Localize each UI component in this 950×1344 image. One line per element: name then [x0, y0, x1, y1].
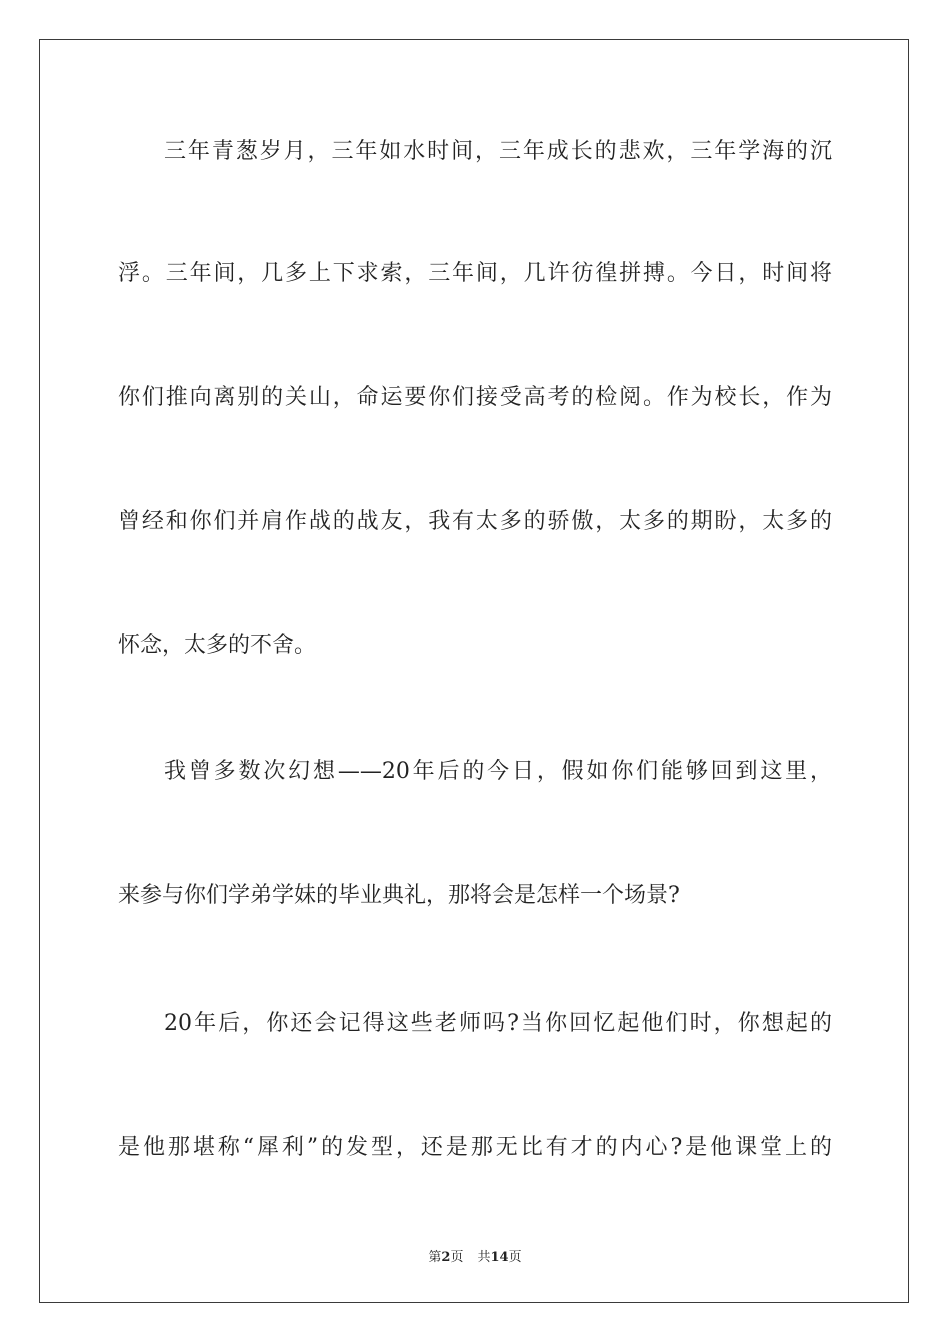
paragraph-2-line-1: 我曾多数次幻想——20年后的今日，假如你们能够回到这里，: [164, 759, 832, 784]
paragraph-3-line-1: 20年后，你还会记得这些老师吗?当你回忆起他们时，你想起的: [164, 1011, 832, 1036]
paragraph-1-line-3: 你们推向离别的关山，命运要你们接受高考的检阅。作为校长，作为: [118, 385, 832, 410]
paragraph-1-line-1: 三年青葱岁月，三年如水时间，三年成长的悲欢，三年学海的沉: [164, 139, 832, 164]
page-number: 2: [441, 1250, 451, 1265]
paragraph-1-line-5: 怀念，太多的不舍。: [118, 633, 317, 658]
total-suffix: 页: [508, 1250, 522, 1265]
paragraph-3-line-2: 是他那堪称“犀利”的发型，还是那无比有才的内心?是他课堂上的: [118, 1135, 832, 1160]
page-suffix: 页: [450, 1250, 464, 1265]
page-border: [39, 39, 909, 1303]
page-prefix: 第: [428, 1250, 442, 1265]
paragraph-1-line-4: 曾经和你们并肩作战的战友，我有太多的骄傲，太多的期盼，太多的: [118, 509, 832, 534]
paragraph-2-line-2: 来参与你们学弟学妹的毕业典礼，那将会是怎样一个场景?: [118, 883, 680, 908]
page-footer: [0, 1249, 950, 1267]
paragraph-1-line-2: 浮。三年间，几多上下求索，三年间，几许彷徨拼搏。今日，时间将: [118, 261, 832, 286]
total-pages: 14: [490, 1250, 509, 1265]
total-prefix: 共: [477, 1250, 491, 1265]
